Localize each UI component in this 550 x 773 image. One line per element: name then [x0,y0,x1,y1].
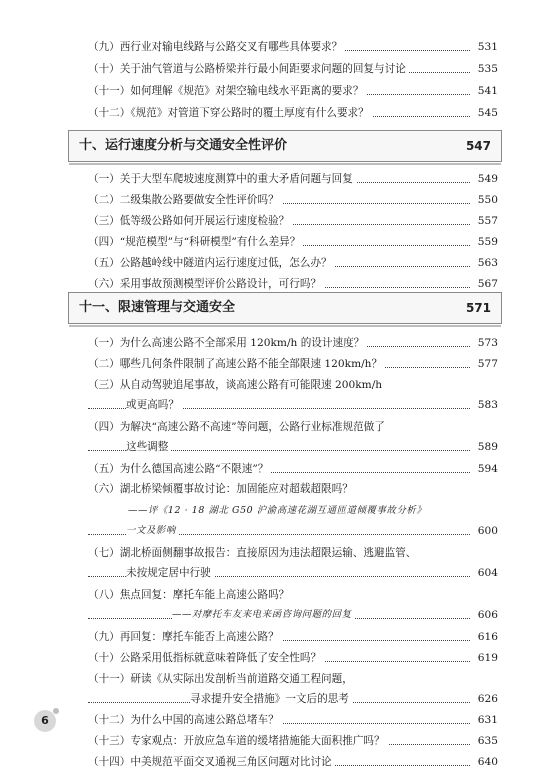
toc-entry[interactable] [88,478,498,500]
toc-entry-title: （二）二级集散公路要做安全性评价吗？ [88,189,282,211]
toc-entry-title: （二）哪些几何条件限制了高速公路不能全部限速 120km/h？ [88,353,385,375]
toc-entry[interactable] [88,168,498,190]
toc-entry[interactable] [88,252,498,274]
toc-entry-title: （四）“规范模型”与“科研模型”有什么差异？ [88,231,303,253]
toc-entry[interactable] [88,36,498,58]
toc-entry[interactable] [88,189,498,211]
toc-entry-title: （十）公路采用低指标就意味着降低了安全性吗？ [88,647,324,669]
toc-entry[interactable] [88,584,498,606]
toc-entry[interactable] [88,210,498,232]
toc-entry-page: 557 [471,210,498,232]
toc-entry-title: （九）西行业对输电线路与公路交叉有哪些具体要求？ [88,36,345,58]
chapter-page: 571 [465,301,491,315]
toc-entry-title: （十二）《规范》对管道下穿公路时的覆土厚度有什么要求？ [88,102,372,124]
toc-entry-title: （一）关于大型车爬坡速度测算中的重大矛盾问题与回复 [88,168,356,190]
toc-entry-page: 563 [471,252,498,274]
chapter-header-11[interactable] [68,292,502,324]
toc-entry-page: 535 [471,58,498,80]
chapter-title: 十一、限速管理与交通安全 [79,300,236,315]
toc-entry-page: 550 [471,189,498,211]
toc-entry[interactable] [88,58,498,80]
toc-entry-page: 583 [471,394,498,416]
toc-entry-title: （六）湖北桥梁倾覆事故讨论：加固能应对超载超限吗？ [88,478,356,500]
toc-entry-page: 635 [471,730,498,752]
toc-entry-page: 640 [471,751,498,773]
toc-entry-title: ——对摩托车友来电来函咨询问题的回复 [172,604,355,626]
toc-entry[interactable] [88,751,498,773]
toc-entry-title: 未按规定居中行驶 [126,562,214,584]
toc-entry-page: 541 [471,80,498,102]
toc-entry-title: （三）低等级公路如何开展运行速度检验？ [88,210,292,232]
toc-entry[interactable] [88,231,498,253]
toc-entry-page: 616 [471,626,498,648]
toc-entry[interactable] [88,374,498,396]
toc-entry-page: 606 [471,604,498,626]
toc-entry-title: ——评《12 · 18 湖北 G50 沪渝高速花湖互通匝道倾覆事故分析》 [128,500,429,522]
chapter-header-10[interactable] [68,130,502,162]
chapter-title: 十、运行速度分析与交通安全性评价 [79,138,288,153]
toc-entry-continued[interactable] [88,688,498,710]
toc-entry-page: 589 [471,436,498,458]
toc-entry-subtitle[interactable] [88,500,498,522]
toc-entry-page: 573 [471,332,498,354]
toc-entry-title: （六）采用事故预测模型评价公路设计，可行吗？ [88,273,324,295]
toc-entry-continued[interactable] [88,436,498,458]
toc-entry[interactable] [88,709,498,731]
toc-entry-title: （五）为什么德国高速公路“不限速”？ [88,458,271,480]
toc-entry-title: （十四）中美规范平面交叉通视三角区问题对比讨论 [88,751,335,773]
toc-entry-title: 这些调整 [126,436,171,458]
toc-entry-page: 549 [471,168,498,190]
toc-entry-title: （三）从自动驾驶追尾事故，谈高速公路有可能限速 200km/h [88,374,385,396]
toc-entry[interactable] [88,416,498,438]
chapter-page: 547 [465,139,491,153]
toc-entry-title: （十一）如何理解《规范》对架空输电线水平距离的要求？ [88,80,366,102]
toc-entry-title: （四）为解决“高速公路不高速”等问题，公路行业标准规范做了 [88,416,388,438]
toc-entry-title: （一）为什么高速公路不全部采用 120km/h 的设计速度？ [88,332,367,354]
toc-entry-title: 一文及影响 [126,520,179,542]
toc-entry[interactable] [88,80,498,102]
toc-entry-page: 567 [471,273,498,295]
toc-entry-continued[interactable] [88,520,498,542]
toc-entry-title: （十二）为什么中国的高速公路总堵车？ [88,709,282,731]
toc-entry-title: （十）关于油气管道与公路桥梁并行最小间距要求问题的回复与讨论 [88,58,409,80]
toc-entry-title: （八）焦点回复：摩托车能上高速公路吗？ [88,584,292,606]
toc-entry-title: 寻求提升安全措施》一文后的思考 [190,688,352,710]
toc-entry-title: （七）湖北桥面侧翻事故报告：直接原因为违法超限运输、逃避监管、 [88,542,419,564]
toc-entry-title: （五）公路越岭线中隧道内运行速度过低，怎么办？ [88,252,335,274]
toc-entry-continued[interactable] [88,394,498,416]
toc-entry-page: 631 [471,709,498,731]
toc-entry[interactable] [88,332,498,354]
toc-entry[interactable] [88,730,498,752]
page-number-decoration [53,708,59,714]
toc-entry-page: 626 [471,688,498,710]
toc-entry-page: 594 [471,458,498,480]
toc-entry-title: （九）再回复：摩托车能否上高速公路？ [88,626,282,648]
toc-entry-page: 577 [471,353,498,375]
toc-entry-page: 600 [471,520,498,542]
page-number: 6 [34,710,56,732]
toc-entry-continued[interactable] [88,562,498,584]
toc-entry-page: 545 [471,102,498,124]
toc-entry[interactable] [88,102,498,124]
toc-entry[interactable] [88,458,498,480]
toc-entry-title: 或更高吗？ [126,394,182,416]
toc-entry-page: 531 [471,36,498,58]
toc-entry-title: （十三）专家观点：开放应急车道的缓堵措施能大面积推广吗？ [88,730,388,752]
toc-entry[interactable] [88,353,498,375]
toc-entry-page: 604 [471,562,498,584]
toc-entry-page: 619 [471,647,498,669]
toc-entry[interactable] [88,668,498,690]
toc-entry-title: （十一）研读《从实际出发剖析当前道路交通工程问题， [88,668,356,690]
toc-entry-subtitle[interactable] [88,604,498,626]
toc-entry-page: 559 [471,231,498,253]
toc-entry[interactable] [88,647,498,669]
toc-entry[interactable] [88,542,498,564]
toc-entry[interactable] [88,626,498,648]
